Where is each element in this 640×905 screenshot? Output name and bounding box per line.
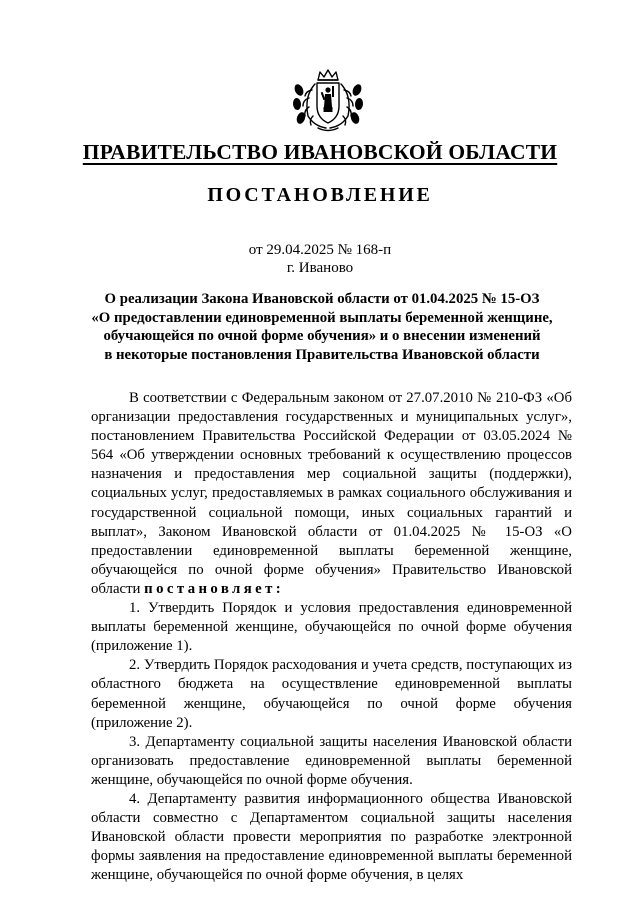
document-title — [84, 290, 560, 364]
document-body — [91, 389, 572, 885]
document-title-line: О реализации Закона Ивановской области от 01.04.2025 № 15-ОЗ — [104, 291, 540, 307]
decree-item: 3. Департаменту социальной защиты населения Ивановской области организовать предоставление единовременной выплаты беременной женщине, обучающейся по очной форме обучения. — [91, 733, 572, 788]
document-city: г. Иваново — [286, 260, 354, 276]
document-title-line: обучающейся по очной форме обучения» и о внесении изменений — [103, 328, 541, 344]
document-date-number: от 29.04.2025 № 168-п — [248, 242, 392, 258]
preamble-paragraph — [91, 389, 572, 599]
decree-word: постановляет: — [144, 580, 285, 597]
decree-item: 4. Департаменту развития информационного общества Ивановской области совместно с Департаментом социальной защиты населения Ивановской области провести мероприятия по разработке электронной формы заявления на предоставление единовременной выплаты беременной женщине, обучающейся по очной форме обучения, в целях — [91, 790, 572, 884]
preamble-text: В соответствии с Федеральным законом от 27.07.2010 № 210-ФЗ «Об организации предоставления государственных и муниципальных услуг», постановлением Правительства Российской Федерации от 03.05.2024 № 564 «Об утверждении основных требований к осуществлению процессов назначения и предоставления мер социальной защиты (поддержки), социальных услуг, предоставляемых в рамках социального обслуживания и государственной социальной помощи, иных социальных гарантий и выплат», Законом Ивановской области от 01.04.2025 № 15-ОЗ «О предоставлении единовременной выплаты беременной женщине, обучающейся по очной форме обучения» Правительство Ивановской области — [91, 390, 572, 597]
document-type: ПОСТАНОВЛЕНИЕ — [207, 184, 433, 206]
ivanovo-region-coat-of-arms-icon — [292, 66, 364, 134]
document-title-line: «О предоставлении единовременной выплаты беременной женщине, — [91, 309, 553, 326]
document-title-line: в некоторые постановления Правительства Ивановской области — [104, 346, 540, 363]
government-title: ПРАВИТЕЛЬСТВО ИВАНОВСКОЙ ОБЛАСТИ — [82, 140, 558, 164]
decree-item: 2. Утвердить Порядок расходования и учета средств, поступающих из областного бюджета на осуществление единовременной выплаты беременной женщине, обучающейся по очной форме обучения (приложение 2). — [91, 657, 572, 731]
decree-item: 1. Утвердить Порядок и условия предоставления единовременной выплаты беременной женщине, обучающейся по очной форме обучения (приложение 1). — [91, 600, 572, 655]
